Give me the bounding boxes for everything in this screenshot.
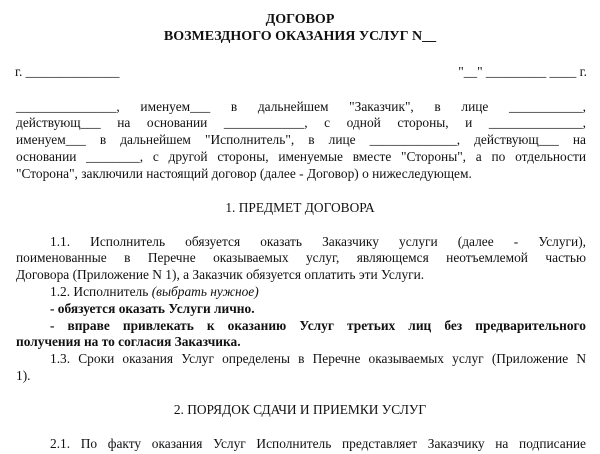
section-2-heading: 2. ПОРЯДОК СДАЧИ И ПРИЕМКИ УСЛУГ	[173, 402, 427, 417]
clause-1-2	[50, 284, 586, 300]
preamble-line-3: именуем___ в дальнейшем "Исполнитель", в лице _____________, действующ___ на	[16, 132, 586, 147]
clause-1-1-line-1: 1.1. Исполнитель обязуется оказать Заказчику услуги (далее - Услуги),	[50, 234, 586, 249]
date-field: "__" _________ ____ г.	[458, 64, 587, 79]
clause-1-3-line-1: 1.3. Сроки оказания Услуг определены в Перечне оказываемых услуг (Приложение N	[50, 351, 586, 366]
clause-1-1-line-3: Договора (Приложение N 1), а Заказчик обязуется оплатить эти Услуги.	[16, 267, 425, 282]
preamble-line-5: "Сторона", заключили настоящий договор (далее - Договор) о нижеследующем.	[16, 166, 472, 181]
document-title: ДОГОВОР	[265, 12, 335, 27]
preamble-line-1: _______________, именуем___ в дальнейшем "Заказчик", в лице ___________,	[16, 99, 586, 114]
city-field: г. ______________	[15, 64, 120, 79]
preamble-line-2: действующ___ на основании ____________, с одной стороны, и ______________,	[16, 115, 586, 130]
option-third-party-line-1: - вправе привлекать к оказанию Услуг третьих лиц без предварительного	[50, 318, 586, 333]
preamble-line-4: основании ________, с другой стороны, именуемые вместе "Стороны", а по отдельности	[16, 149, 586, 164]
option-personal: - обязуется оказать Услуги лично.	[50, 301, 255, 316]
section-1-heading: 1. ПРЕДМЕТ ДОГОВОРА	[225, 200, 375, 215]
clause-1-1-line-2: поименованные в Перечне оказываемых услуг, являющемся неотъемлемой частью	[16, 250, 586, 265]
clause-2-1-line-1: 2.1. По факту оказания Услуг Исполнитель представляет Заказчику на подписание	[50, 436, 586, 451]
document-subtitle: ВОЗМЕЗДНОГО ОКАЗАНИЯ УСЛУГ N__	[163, 29, 437, 44]
option-third-party-line-2: получения на то согласия Заказчика.	[16, 334, 241, 349]
choose-note: (выбрать нужное)	[151, 284, 259, 299]
clause-1-3-line-2: 1).	[16, 368, 31, 383]
clause-1-2-text: 1.2. Исполнитель	[50, 284, 152, 299]
